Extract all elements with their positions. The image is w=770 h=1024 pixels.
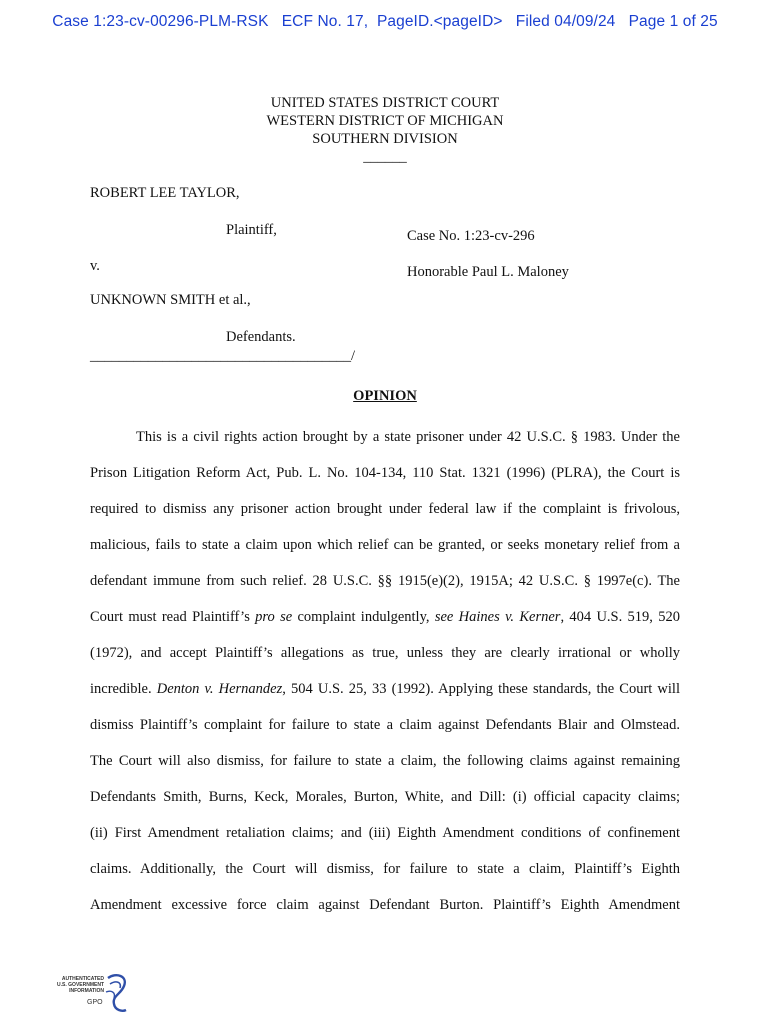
body-text-run: complaint indulgently, — [292, 609, 435, 625]
body-line: Defendants Smith, Burns, Keck, Morales, Burton, White, and Dill: (i) official capacity claims; — [90, 789, 680, 805]
body-text-run: , 504 U.S. 25, 33 (1992). Applying these standards, the Court will — [282, 681, 680, 697]
opinion-title: OPINION — [353, 388, 417, 404]
caption-closing-rule: ____________________________________/ — [90, 348, 356, 364]
body-line: Prison Litigation Reform Act, Pub. L. No. 104-134, 110 Stat. 1321 (1996) (PLRA), the Court is — [90, 465, 680, 481]
court-heading — [0, 94, 770, 166]
court-rule: ______ — [363, 149, 407, 165]
body-line: Amendment excessive force claim against Defendant Burton. Plaintiff’s Eighth Amendment — [90, 897, 680, 913]
body-line — [90, 671, 680, 707]
gpo-authentication-seal — [42, 972, 138, 1020]
body-line: defendant immune from such relief. 28 U.S.C. §§ 1915(e)(2), 1915A; 42 U.S.C. § 1997e(c). The — [90, 573, 680, 589]
court-name: UNITED STATES DISTRICT COURT — [270, 95, 500, 111]
judge-name: Honorable Paul L. Maloney — [407, 264, 569, 280]
citation-italic: Denton v. Hernandez — [156, 681, 283, 697]
seal-text-line: U.S. GOVERNMENT — [57, 982, 104, 988]
seal-text — [42, 976, 104, 994]
plaintiff-name: ROBERT LEE TAYLOR, — [90, 185, 240, 201]
body-text-run: , 404 U.S. 519, 520 — [560, 609, 680, 625]
seal-text-line: AUTHENTICATED — [61, 976, 104, 982]
opinion-body — [90, 419, 680, 923]
body-line: claims. Additionally, the Court will dismiss, for failure to state a claim, Plaintiff’s Eighth — [90, 861, 680, 877]
eagle-icon — [102, 972, 130, 1016]
defendant-role: Defendants. — [226, 329, 296, 345]
versus-label: v. — [90, 258, 100, 274]
citation-italic: pro se — [255, 609, 293, 625]
body-line: (ii) First Amendment retaliation claims; and (iii) Eighth Amendment conditions of confinement — [90, 825, 680, 841]
body-line: This is a civil rights action brought by a state prisoner under 42 U.S.C. § 1983. Under the — [136, 429, 680, 445]
court-district: WESTERN DISTRICT OF MICHIGAN — [266, 113, 504, 129]
case-number: Case No. 1:23-cv-296 — [407, 228, 535, 244]
court-division: SOUTHERN DIVISION — [312, 131, 458, 147]
body-line: required to dismiss any prisoner action brought under federal law if the complaint is frivolous, — [90, 501, 680, 517]
ecf-header-stamp: Case 1:23-cv-00296-PLM-RSK ECF No. 17, PageID.<pageID> Filed 04/09/24 Page 1 of 25 — [52, 13, 718, 30]
body-line: dismiss Plaintiff’s complaint for failure to state a claim against Defendants Blair and Olmstead. — [90, 717, 680, 733]
body-text-run: incredible. — [90, 681, 157, 697]
citation-italic: see Haines v. Kerner — [434, 609, 561, 625]
seal-text-line: INFORMATION — [69, 988, 104, 994]
body-line: The Court will also dismiss, for failure to state a claim, the following claims against remaining — [90, 753, 680, 769]
defendant-name: UNKNOWN SMITH et al., — [90, 292, 251, 308]
gpo-label: GPO — [87, 999, 103, 1006]
body-text-run: Court must read Plaintiff’s — [90, 609, 256, 625]
body-line: malicious, fails to state a claim upon which relief can be granted, or seeks monetary relief from a — [90, 537, 680, 553]
body-line: (1972), and accept Plaintiff’s allegations as true, unless they are clearly irrational or wholly — [90, 645, 680, 661]
plaintiff-role: Plaintiff, — [226, 222, 277, 238]
body-line — [90, 599, 680, 635]
